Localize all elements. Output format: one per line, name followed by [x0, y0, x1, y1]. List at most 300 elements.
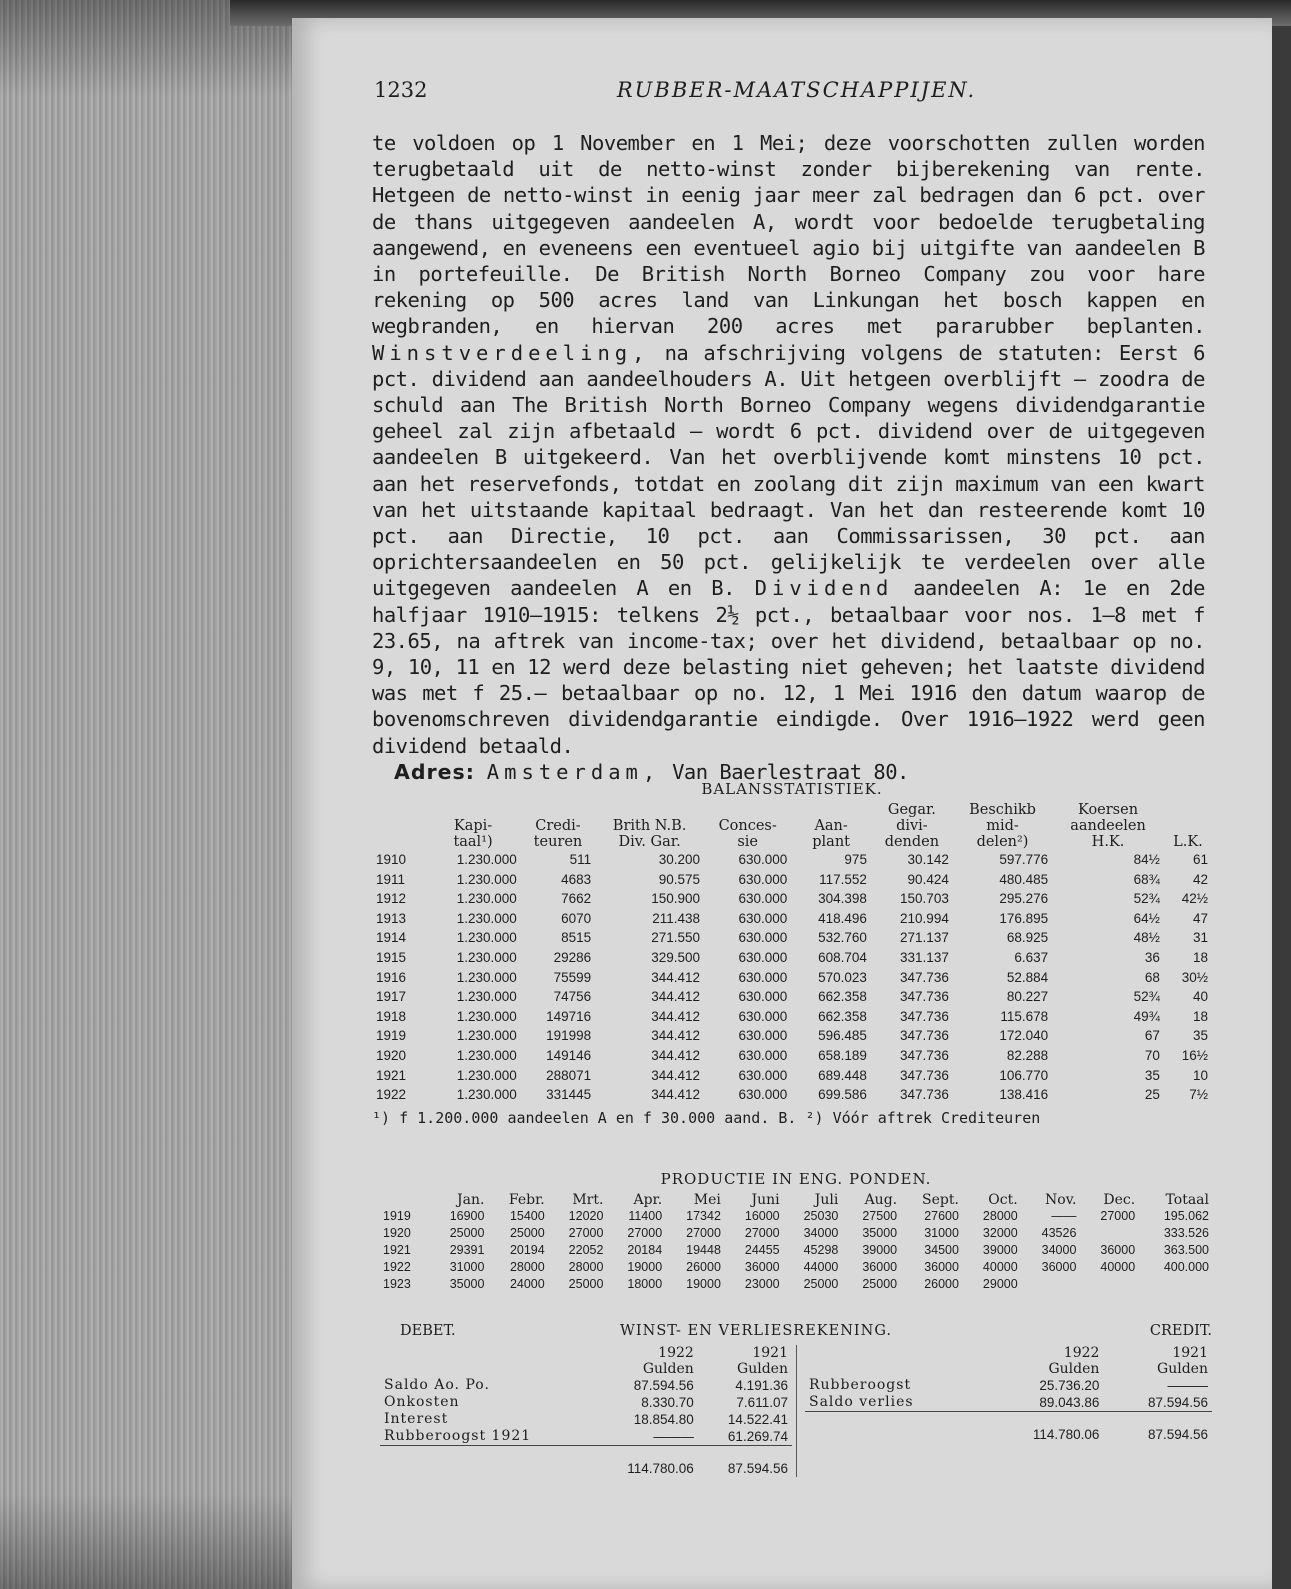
value-cell	[1138, 1276, 1212, 1293]
production-column-header: Nov.	[1045, 1192, 1077, 1208]
amount-cell: ———	[1167, 1378, 1208, 1393]
value-cell: 36000	[1041, 1260, 1077, 1274]
value-cell: 30.142	[907, 852, 949, 867]
value-cell: 347.736	[900, 1067, 949, 1083]
value-cell	[1079, 1276, 1138, 1293]
unit-header: Gulden	[642, 1361, 694, 1377]
production-row	[380, 1208, 1212, 1225]
value-cell: 662.358	[818, 1008, 867, 1024]
value-cell: 658.189	[818, 1047, 867, 1063]
value-cell: 20184	[627, 1243, 663, 1257]
value-cell: 689.448	[818, 1067, 867, 1083]
entry-label: Saldo verlies	[808, 1394, 914, 1410]
balance-row	[372, 870, 1212, 890]
balance-column-header: L.K.	[1173, 834, 1203, 850]
production-row	[380, 1225, 1212, 1242]
value-cell: 1.230.000	[456, 989, 517, 1005]
value-cell: 16000	[744, 1209, 780, 1223]
value-cell: 176.895	[999, 910, 1049, 926]
value-cell: 30½	[1181, 969, 1208, 985]
value-cell: ——	[1051, 1209, 1077, 1223]
value-cell: 630.000	[738, 1028, 788, 1044]
value-cell: 344.412	[651, 1087, 701, 1103]
production-column-header: Mrt.	[572, 1192, 604, 1208]
value-cell: 1.230.000	[456, 1028, 517, 1044]
value-cell: 115.678	[1000, 1008, 1049, 1024]
credit-year-row	[805, 1345, 1212, 1361]
value-cell: 149716	[546, 1008, 592, 1024]
value-cell: 35000	[449, 1277, 485, 1291]
balance-column-header	[372, 802, 425, 850]
value-cell: 27000	[627, 1226, 663, 1240]
year-cell: 1919	[383, 1209, 411, 1223]
value-cell: 36000	[744, 1260, 780, 1274]
value-cell: 68¾	[1133, 871, 1160, 887]
value-cell: 347.736	[900, 1047, 949, 1063]
paragraph-part-3: aandeelen A: 1e en 2de halfjaar 1910—1915: telkens 2½ pct., betaalbaar voor nos. 1—8 met f 23.65, na aftrek van income-tax; over het dividend, betaalbaar op no. 9, 10, 11 en 12 werd deze belasting niet geheven; het laatste dividend was met f 25.— betaalbaar op no. 12, 1 Mei 1916 den datum waarop de bovenomschreven dividendgarantie eindigde. Over 1916—1922 werd geen dividend betaald.	[372, 576, 1205, 758]
value-cell: 418.496	[818, 910, 867, 926]
profit-loss-title: WINST- EN VERLIESREKENING.	[620, 1323, 892, 1339]
value-cell: 49¾	[1133, 1008, 1160, 1024]
value-cell: 1.230.000	[456, 1008, 517, 1024]
profit-loss-account	[380, 1323, 1212, 1477]
year-header: 1921	[1172, 1345, 1208, 1361]
value-cell: 511	[569, 852, 592, 867]
value-cell: 84½	[1133, 852, 1160, 867]
value-cell: 27500	[862, 1209, 898, 1223]
production-column-header: Oct.	[988, 1192, 1018, 1208]
credit-unit-row	[805, 1361, 1212, 1377]
production-table	[380, 1192, 1212, 1293]
balance-header-row	[372, 802, 1212, 850]
balance-row	[372, 1046, 1212, 1066]
unit-header: Gulden	[1048, 1361, 1100, 1377]
profit-loss-header	[380, 1323, 1212, 1345]
value-cell: 1.230.000	[456, 969, 517, 985]
paragraph-part-1: te voldoen op 1 November en 1 Mei; deze voorschotten zullen worden terugbetaald uit de netto-winst zonder bijberekening van rente. Hetgeen de netto-winst in eenig jaar meer zal bedragen dan 6 pct. over de thans uitgegeven aandeelen A, wordt voor bedoelde terugbetaling aangewend, en eveneens een eventueel agio bij uitgifte van aandeelen B in portefeuille. De British North Borneo Company zou voor hare rekening op 500 acres land van Linkungan het bosch kappen en wegbranden, en hiervan 200 acres met pararubber beplanten.	[372, 131, 1205, 339]
value-cell: 25000	[449, 1226, 485, 1240]
value-cell: 40000	[982, 1260, 1018, 1274]
debet-row	[380, 1377, 792, 1394]
credit-table	[805, 1345, 1212, 1443]
entry-label: Rubberoogst	[808, 1377, 912, 1393]
address-street: Van Baerlestraat 80.	[672, 759, 909, 784]
debet-table	[380, 1345, 792, 1477]
production-column-header: Juli	[814, 1192, 839, 1208]
value-cell: 39000	[982, 1243, 1018, 1257]
value-cell: 363.500	[1163, 1243, 1209, 1257]
value-cell: 22052	[568, 1243, 604, 1257]
value-cell: 36000	[924, 1260, 959, 1274]
balance-column-header: Credi- teuren	[533, 818, 583, 850]
value-cell: 630.000	[738, 910, 788, 926]
production-column-header: Mei	[693, 1192, 721, 1208]
credit-side	[797, 1345, 1212, 1477]
value-cell: 975	[844, 852, 867, 867]
balance-column-header: Beschikb mid- delen²)	[969, 802, 1036, 850]
value-cell: 68.925	[1006, 930, 1049, 946]
balance-footnote: ¹) f 1.200.000 aandeelen A en f 30.000 aand. B. ²) Vóór aftrek Crediteuren	[372, 1108, 1041, 1127]
debet-year-row	[380, 1345, 792, 1361]
value-cell: 24455	[744, 1243, 780, 1257]
value-cell: 16½	[1181, 1047, 1208, 1063]
value-cell: 1.230.000	[456, 1087, 517, 1103]
year-cell: 1910	[376, 852, 407, 867]
debet-row	[380, 1411, 792, 1428]
value-cell: 172.040	[999, 1028, 1049, 1044]
value-cell: 28000	[509, 1260, 545, 1274]
entry-label: Onkosten	[384, 1394, 460, 1410]
balance-table	[372, 802, 1212, 1105]
balance-column-header: Brith N.B. Div. Gar.	[612, 818, 687, 850]
value-cell: 150.703	[900, 891, 949, 907]
value-cell: 34500	[924, 1243, 959, 1257]
value-cell: 630.000	[738, 949, 788, 965]
value-cell: 19000	[686, 1277, 721, 1291]
production-body	[380, 1208, 1212, 1293]
value-cell: 4683	[561, 871, 592, 887]
balance-row	[372, 1026, 1212, 1046]
value-cell: 699.586	[818, 1087, 867, 1103]
amount-cell: 87.594.56	[1147, 1395, 1208, 1410]
year-cell: 1919	[376, 1028, 407, 1044]
value-cell: 47	[1192, 910, 1208, 926]
year-cell: 1917	[376, 989, 407, 1005]
balance-statistics	[372, 780, 1212, 1127]
value-cell: 25030	[803, 1209, 839, 1223]
balance-column-header: Conces- sie	[718, 818, 777, 850]
balance-title: BALANSSTATISTIEK.	[701, 780, 883, 798]
value-cell: 25000	[509, 1226, 545, 1240]
balance-body	[372, 850, 1212, 1105]
amount-cell: 4.191.36	[735, 1378, 788, 1393]
value-cell: 90.575	[658, 871, 701, 887]
production-row	[380, 1259, 1212, 1276]
value-cell: 630.000	[738, 1008, 788, 1024]
balance-row	[372, 850, 1212, 870]
balance-row	[372, 1066, 1212, 1086]
value-cell: 1.230.000	[456, 930, 517, 946]
year-header: 1921	[752, 1345, 788, 1361]
production-column-header: Totaal	[1165, 1192, 1209, 1208]
balance-row	[372, 909, 1212, 929]
value-cell: 26000	[924, 1277, 959, 1291]
value-cell: 344.412	[651, 1008, 701, 1024]
total-cell: 87.594.56	[698, 1446, 792, 1478]
value-cell: 344.412	[651, 1067, 701, 1083]
winstverdeeling-label: Winstverdeeling,	[372, 340, 650, 365]
value-cell: 67	[1144, 1028, 1160, 1044]
value-cell: 45298	[803, 1243, 839, 1257]
balance-row	[372, 1085, 1212, 1105]
year-cell: 1911	[376, 871, 406, 887]
balance-row	[372, 948, 1212, 968]
value-cell: 608.704	[818, 949, 867, 965]
value-cell: 31000	[924, 1226, 959, 1240]
value-cell: 344.412	[651, 989, 701, 1005]
address-label: Adres:	[394, 759, 475, 784]
balance-column-header: Koersen aandeelen H.K.	[1070, 802, 1146, 850]
value-cell: 28000	[568, 1260, 604, 1274]
year-cell: 1914	[376, 930, 407, 946]
value-cell: 1.230.000	[456, 852, 517, 867]
balance-row	[372, 889, 1212, 909]
value-cell: 27000	[686, 1226, 721, 1240]
production-column-header: Dec.	[1103, 1192, 1136, 1208]
value-cell: 27000	[568, 1226, 604, 1240]
value-cell: 304.398	[818, 891, 867, 907]
year-cell: 1918	[376, 1008, 407, 1024]
profit-loss-grid	[380, 1345, 1212, 1477]
value-cell: 27600	[924, 1209, 959, 1223]
value-cell: 329.500	[651, 949, 701, 965]
amount-cell: 8.330.70	[641, 1395, 694, 1410]
amount-cell: 14.522.41	[727, 1412, 788, 1427]
value-cell: 149146	[546, 1047, 592, 1063]
value-cell: 31	[1192, 930, 1208, 946]
value-cell: 570.023	[818, 969, 867, 985]
credit-row	[805, 1394, 1212, 1412]
value-cell: 43526	[1041, 1226, 1077, 1240]
total-cell: 114.780.06	[595, 1446, 698, 1478]
page-number: 1232	[374, 78, 428, 102]
value-cell: 35	[1192, 1028, 1208, 1044]
amount-cell: ———	[653, 1429, 694, 1444]
value-cell: 117.552	[819, 871, 867, 887]
value-cell: 35000	[862, 1226, 898, 1240]
value-cell: 630.000	[738, 1087, 788, 1103]
value-cell: 138.416	[999, 1087, 1049, 1103]
production-column-header: Apr.	[633, 1192, 663, 1208]
value-cell: 347.736	[900, 1028, 949, 1044]
value-cell: 23000	[744, 1277, 780, 1291]
amount-cell: 25.736.20	[1039, 1378, 1100, 1393]
value-cell: 19448	[686, 1243, 721, 1257]
production-row	[380, 1276, 1212, 1293]
value-cell: 36000	[862, 1260, 898, 1274]
balance-column-header: Gegar. divi- denden	[884, 802, 940, 850]
value-cell: 597.776	[999, 852, 1049, 867]
value-cell: 70	[1144, 1047, 1160, 1063]
value-cell: 1.230.000	[456, 891, 517, 907]
value-cell: 25000	[862, 1277, 898, 1291]
production-column-header: Aug.	[864, 1192, 898, 1208]
year-cell: 1922	[376, 1087, 407, 1103]
debet-row	[380, 1428, 792, 1446]
value-cell: 16900	[449, 1209, 485, 1223]
value-cell: 7½	[1189, 1087, 1208, 1103]
value-cell: 26000	[686, 1260, 721, 1274]
value-cell: 25000	[803, 1277, 839, 1291]
page-header	[374, 78, 1219, 108]
book-page-edges	[0, 0, 292, 1589]
value-cell: 400.000	[1163, 1260, 1209, 1274]
value-cell: 24000	[509, 1277, 545, 1291]
paragraph-part-2: na afschrijving volgens de statuten: Eerst 6 pct. dividend aan aandeelhouders A. Uit hetgeen overblijft — zoodra de schuld aan The British North Borneo Company wegens dividendgarantie geheel zal zijn afbetaald — wordt 6 pct. dividend over de uitgegeven aandeelen B uitgekeerd. Van het overblijvende komt minstens 10 pct. aan het reservefonds, totdat en zoolang dit zijn maximum van een kwart van het uitstaande kapitaal bedraagt. Van het dan resteerende komt 10 pct. aan Directie, 10 pct. aan Commissarissen, 30 pct. aan oprichtersaandeelen en 50 pct. gelijkelijk te verdeelen over alle uitgegeven aandeelen A en B.	[372, 340, 1205, 601]
value-cell: 10	[1192, 1067, 1208, 1083]
debet-body	[380, 1377, 792, 1446]
debet-side	[380, 1345, 797, 1477]
value-cell: 331445	[546, 1087, 592, 1103]
value-cell	[1021, 1276, 1080, 1293]
amount-cell: 87.594.56	[633, 1378, 694, 1393]
value-cell: 630.000	[738, 871, 788, 887]
balance-row	[372, 928, 1212, 948]
value-cell: 48½	[1133, 930, 1160, 946]
value-cell: 31000	[449, 1260, 485, 1274]
value-cell: 18000	[627, 1277, 663, 1291]
book-page	[292, 18, 1272, 1589]
value-cell: 34000	[1041, 1243, 1077, 1257]
balance-row	[372, 968, 1212, 988]
value-cell: 29286	[553, 949, 592, 965]
value-cell: 288071	[546, 1067, 592, 1083]
credit-label: CREDIT.	[1149, 1323, 1212, 1339]
year-cell: 1922	[383, 1260, 411, 1274]
production-column-header: Jan.	[457, 1192, 485, 1208]
value-cell: 36000	[1100, 1243, 1136, 1257]
value-cell: 195.062	[1163, 1209, 1209, 1223]
value-cell: 61	[1192, 852, 1208, 867]
year-header: 1922	[658, 1345, 694, 1361]
value-cell: 1.230.000	[456, 1047, 517, 1063]
value-cell: 28000	[982, 1209, 1018, 1223]
value-cell: 344.412	[651, 969, 701, 985]
year-cell: 1913	[376, 910, 407, 926]
value-cell: 27000	[1100, 1209, 1136, 1223]
value-cell: 191998	[546, 1028, 592, 1044]
value-cell: 19000	[627, 1260, 663, 1274]
balance-column-header: Aan- plant	[812, 818, 850, 850]
value-cell: 34000	[803, 1226, 839, 1240]
balance-column-header: Kapi- taal¹)	[453, 818, 493, 850]
value-cell: 74756	[553, 989, 592, 1005]
value-cell: 12020	[568, 1209, 604, 1223]
year-header: 1922	[1063, 1345, 1100, 1361]
value-cell: 1.230.000	[456, 871, 517, 887]
value-cell: 630.000	[738, 852, 788, 867]
balance-row	[372, 987, 1212, 1007]
value-cell: 662.358	[818, 989, 867, 1005]
debet-total-row	[380, 1446, 792, 1478]
value-cell: 15400	[509, 1209, 545, 1223]
value-cell: 6.637	[1014, 949, 1049, 965]
year-cell: 1923	[383, 1277, 411, 1291]
value-cell: 52¾	[1133, 989, 1160, 1005]
amount-cell: 61.269.74	[727, 1429, 788, 1444]
dividend-label: Dividend	[754, 576, 894, 601]
amount-cell: 89.043.86	[1039, 1395, 1100, 1410]
year-cell: 1920	[383, 1226, 411, 1240]
value-cell: 18	[1192, 1008, 1208, 1024]
value-cell: 30.200	[658, 852, 701, 867]
credit-row	[805, 1377, 1212, 1394]
paragraph	[372, 130, 1205, 759]
year-cell: 1920	[376, 1047, 407, 1063]
address-city: Amsterdam,	[486, 759, 661, 784]
debet-row	[380, 1394, 792, 1411]
production-column-header: Juni	[751, 1192, 780, 1208]
total-cell: 114.780.06	[985, 1412, 1104, 1444]
production-title: PRODUCTIE IN ENG. PONDEN.	[660, 1170, 932, 1188]
year-cell: 1912	[376, 891, 407, 907]
value-cell: 68	[1144, 969, 1160, 985]
total-cell: 87.594.56	[1103, 1412, 1212, 1444]
credit-total-row	[805, 1412, 1212, 1444]
value-cell: 39000	[862, 1243, 898, 1257]
value-cell: 40000	[1100, 1260, 1136, 1274]
year-cell: 1915	[376, 949, 407, 965]
production-row	[380, 1242, 1212, 1259]
entry-label: Rubberoogst 1921	[384, 1428, 532, 1444]
value-cell: 210.994	[900, 910, 949, 926]
value-cell: 630.000	[738, 989, 788, 1005]
value-cell: 82.288	[1006, 1047, 1049, 1063]
value-cell: 32000	[982, 1226, 1018, 1240]
value-cell: 347.736	[900, 969, 949, 985]
value-cell: 532.760	[818, 930, 867, 946]
credit-body	[805, 1377, 1212, 1412]
value-cell: 106.770	[999, 1067, 1049, 1083]
production-section	[380, 1170, 1212, 1293]
value-cell: 271.550	[651, 930, 701, 946]
entry-label: Saldo Ao. Po.	[384, 1377, 490, 1393]
value-cell: 27000	[744, 1226, 780, 1240]
value-cell: 20194	[509, 1243, 545, 1257]
value-cell: 7662	[561, 891, 592, 907]
production-header-row	[380, 1192, 1212, 1208]
value-cell: 630.000	[738, 969, 788, 985]
value-cell: 25000	[568, 1277, 604, 1291]
value-cell: 347.736	[900, 989, 949, 1005]
year-cell: 1921	[383, 1243, 411, 1257]
value-cell	[1079, 1225, 1138, 1242]
value-cell: 29000	[982, 1277, 1018, 1291]
value-cell: 630.000	[738, 930, 788, 946]
value-cell: 75599	[553, 969, 592, 985]
value-cell: 52.884	[1006, 969, 1049, 985]
value-cell: 17342	[686, 1209, 721, 1223]
production-column-header	[380, 1192, 429, 1208]
value-cell: 347.736	[900, 1008, 949, 1024]
value-cell: 36	[1144, 949, 1160, 965]
unit-header: Gulden	[737, 1361, 788, 1377]
value-cell: 333.526	[1163, 1226, 1209, 1240]
value-cell: 1.230.000	[456, 949, 517, 965]
year-cell: 1916	[376, 969, 407, 985]
value-cell: 42½	[1181, 891, 1208, 907]
amount-cell: 18.854.80	[633, 1412, 694, 1427]
value-cell: 1.230.000	[456, 1067, 517, 1083]
debet-unit-row	[380, 1361, 792, 1377]
value-cell: 344.412	[651, 1028, 701, 1044]
balance-row	[372, 1007, 1212, 1027]
value-cell: 11400	[628, 1209, 663, 1223]
body-text	[372, 130, 1205, 785]
value-cell: 596.485	[818, 1028, 867, 1044]
value-cell: 6070	[561, 910, 592, 926]
value-cell: 150.900	[651, 891, 701, 907]
value-cell: 480.485	[999, 871, 1049, 887]
value-cell: 90.424	[907, 871, 949, 887]
value-cell: 347.736	[900, 1087, 949, 1103]
value-cell: 271.137	[900, 930, 949, 946]
value-cell: 42	[1192, 871, 1208, 887]
production-column-header: Febr.	[508, 1192, 545, 1208]
year-cell: 1921	[376, 1067, 407, 1083]
value-cell: 29391	[449, 1243, 485, 1257]
value-cell: 64½	[1133, 910, 1160, 926]
